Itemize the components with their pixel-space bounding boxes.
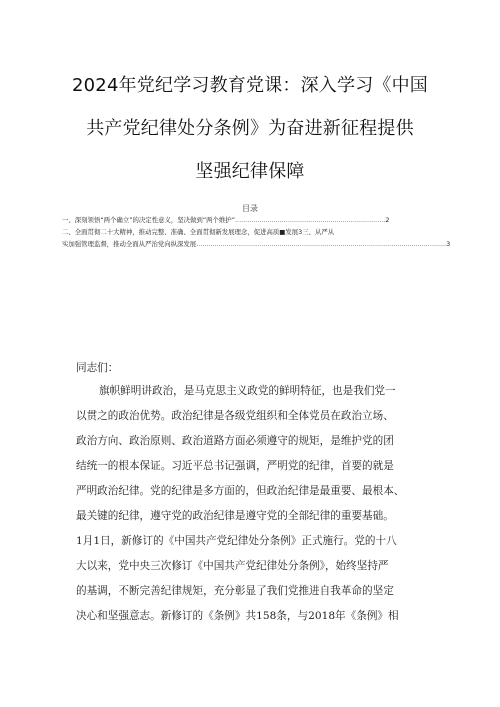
paragraph-line: 的基调，不断完善纪律规矩，充分彰显了我们党推进自我革命的坚定 — [76, 585, 394, 597]
paragraph-line: 大以来，党中央三次修订《中国共产党纪律处分条例》，始终坚持严 — [76, 560, 389, 572]
toc-entry-page: 3 — [446, 240, 451, 248]
toc-entry-text: 一、深刻领悟“两个确立”的决定性意义，坚决做到“两个维护” — [62, 216, 236, 224]
document-title-line-3: 坚强纪律保障 — [195, 161, 305, 182]
toc-entry-1[interactable] — [62, 214, 438, 226]
document-title-line-2: 共产党纪律处分条例》为奋进新征程提供 — [86, 118, 414, 139]
paragraph-line: 政治方向、政治原则、政治道路方面必须遵守的规矩，是维护党的团 — [76, 435, 394, 447]
toc-entry-2[interactable] — [62, 226, 438, 238]
toc-heading: 目录 — [242, 204, 258, 213]
paragraph-line: 最关键的纪律，遵守党的政治纪律是遵守党的全部纪律的重要基础。 — [76, 510, 394, 522]
toc-entry-text: 实加强管理监督，推动全面从严治党向纵深发展 — [62, 240, 197, 248]
toc-entry-page: 2 — [385, 216, 390, 224]
paragraph-line: 结统一的根本保证。习近平总书记强调，严明党的纪律，首要的就是 — [76, 460, 394, 472]
toc-entry-3[interactable] — [62, 238, 451, 250]
greeting: 同志们： — [76, 362, 119, 374]
toc-leader-dots: ........................................................................................................................... — [196, 240, 447, 248]
toc-leader-dots: .......................................................................... — [235, 216, 386, 224]
toc-entry-text: 二、全面贯彻二十大精神，推动完整、准确、全面贯彻新发展理念，促进高质■发展3三、从严从 — [62, 228, 335, 236]
paragraph-line: 决心和坚强意志。新修订的《条例》共158条，与2018年《条例》相 — [76, 610, 399, 622]
document-title-line-1: 2024年党纪学习教育党课：深入学习《中国 — [71, 75, 428, 96]
paragraph-line: 旗帜鲜明讲政治，是马克思主义政党的鲜明特征，也是我们党一 — [99, 385, 396, 397]
paragraph-line: 以贯之的政治优势。政治纪律是各级党组织和全体党员在政治立场、 — [76, 410, 394, 422]
paragraph-line: 严明政治纪律。党的纪律是多方面的，但政治纪律是最重要、最根本、 — [76, 485, 405, 497]
paragraph-line: 1月1日，新修订的《中国共产党纪律处分条例》正式施行。党的十八 — [76, 535, 397, 547]
